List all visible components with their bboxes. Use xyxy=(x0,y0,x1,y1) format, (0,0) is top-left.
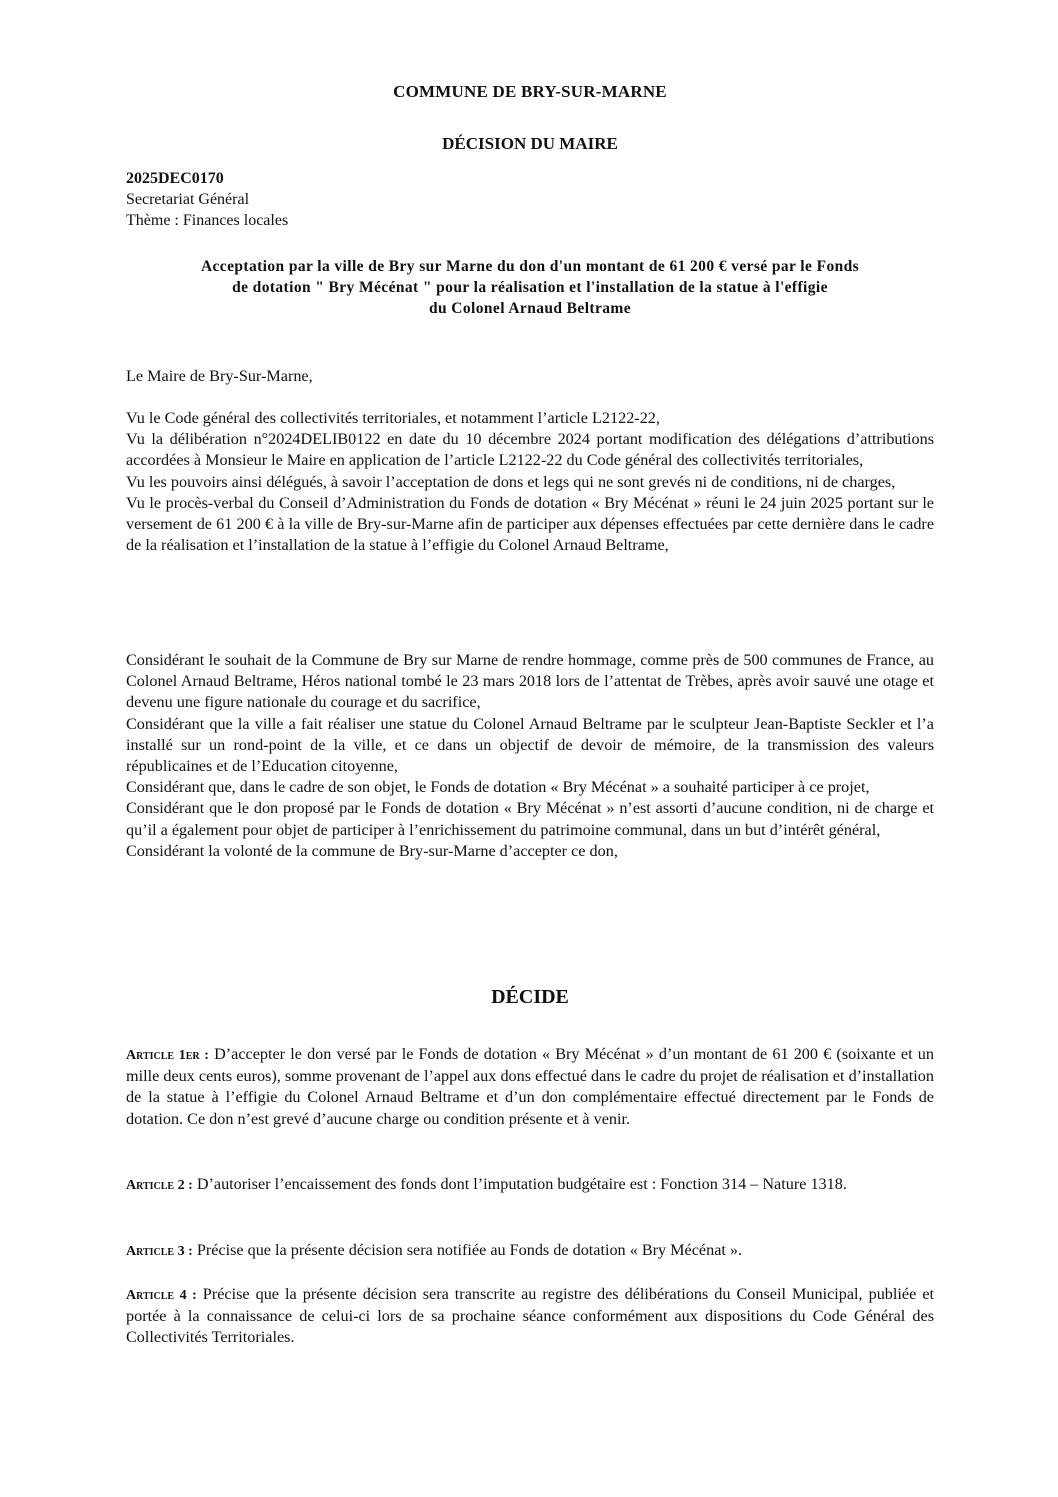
subject-line-2: de dotation " Bry Mécénat " pour la réalisation et l'installation de la statue à l'effigie xyxy=(232,279,828,296)
considerant-paragraph: Considérant le souhait de la Commune de Bry sur Marne de rendre hommage, comme près de 500 communes de France, au Colonel Arnaud Beltrame, Héros national tombé le 23 mars 2018 lors de l’attentat de Trèbes, après avoir sauvé une otage et devenu une figure nationale du courage et du sacrifice, xyxy=(126,651,934,712)
article-3 xyxy=(126,1240,934,1262)
considerant-paragraph: Considérant que, dans le cadre de son objet, le Fonds de dotation « Bry Mécénat » a souhaité participer à ce projet, xyxy=(126,778,870,797)
article-text: Précise que la présente décision sera notifiée au Fonds de dotation « Bry Mécénat ». xyxy=(192,1241,743,1259)
commune-title: COMMUNE DE BRY-SUR-MARNE xyxy=(393,82,667,101)
article-1 xyxy=(126,1044,934,1130)
vu-paragraph: Vu les pouvoirs ainsi délégués, à savoir l’acceptation de dons et legs qui ne sont grevés ni de conditions, ni de charges, xyxy=(126,472,896,491)
service-name: Secretariat Général xyxy=(126,191,250,208)
article-label: Article 2 : xyxy=(126,1178,193,1193)
opening-line xyxy=(126,366,934,387)
opening-text: Le Maire de Bry-Sur-Marne, xyxy=(126,367,313,385)
decision-title: DÉCISION DU MAIRE xyxy=(442,134,618,153)
vu-section xyxy=(126,408,934,556)
vu-paragraph: Vu la délibération n°2024DELIB0122 en date du 10 décembre 2024 portant modification des délégations d’attributions accordées à Monsieur le Maire en application de l’article L2122-22 du Code général des collectivités territoriales, xyxy=(126,430,934,470)
reference-number: 2025DEC0170 xyxy=(126,170,224,187)
article-label: Article 3 : xyxy=(126,1244,193,1259)
considerant-section xyxy=(126,650,934,862)
subject-line-1: Acceptation par la ville de Bry sur Marne du don d'un montant de 61 200 € versé par le Fonds xyxy=(200,258,860,275)
article-2 xyxy=(126,1174,934,1196)
article-label: Article 4 : xyxy=(126,1288,197,1303)
theme-line: Thème : Finances locales xyxy=(126,212,289,229)
article-text: D’autoriser l’encaissement des fonds dont l’imputation budgétaire est : Fonction 314 – Nature 1318. xyxy=(192,1175,847,1193)
article-text: D’accepter le don versé par le Fonds de dotation « Bry Mécénat » d’un montant de 61 200 € (soixante et un mille deux cents euros), somme provenant de l’appel aux dons effectué dans le cadre du projet de réalisation et d’installation de la statue à l’effigie du Colonel Arnaud Beltrame et d’un don complémentaire effectué directement par le Fonds de dotation. Ce don n’est grevé d’aucune charge ou condition présente et à venir. xyxy=(126,1045,934,1128)
considerant-paragraph: Considérant que la ville a fait réaliser une statue du Colonel Arnaud Beltrame par le sculpteur Jean-Baptiste Seckler et l’a installé sur un rond-point de la ville, et ce dans un objectif de devoir de mémoire, de la transmission des valeurs républicaines et de l’Education citoyenne, xyxy=(126,714,934,776)
considerant-paragraph: Considérant la volonté de la commune de Bry-sur-Marne d’accepter ce don, xyxy=(126,841,618,860)
decision-subject xyxy=(126,256,934,319)
document-meta xyxy=(126,168,288,231)
subject-line-3: du Colonel Arnaud Beltrame xyxy=(428,300,631,317)
article-4 xyxy=(126,1284,934,1349)
article-label: Article 1er : xyxy=(126,1048,209,1063)
vu-paragraph: Vu le Code général des collectivités territoriales, et notamment l’article L2122-22, xyxy=(126,409,660,427)
considerant-paragraph: Considérant que le don proposé par le Fonds de dotation « Bry Mécénat » n’est assorti d’aucune condition, ni de charge et qu’il a également pour objet de participer à l’enrichissement du patrimoine communal, dans un but d’intérêt général, xyxy=(126,799,934,839)
decide-heading: DÉCIDE xyxy=(491,986,569,1008)
article-text: Précise que la présente décision sera transcrite au registre des délibérations du Conseil Municipal, publiée et portée à la connaissance de celui-ci lors de sa prochaine séance conformément aux dispositions du Code Général des Collectivités Territoriales. xyxy=(126,1285,934,1347)
vu-paragraph: Vu le procès-verbal du Conseil d’Administration du Fonds de dotation « Bry Mécénat » réuni le 24 juin 2025 portant sur le versement de 61 200 € à la ville de Bry-sur-Marne afin de participer aux dépenses effectuées par cette dernière dans le cadre de la réalisation et l’installation de la statue à l’effigie du Colonel Arnaud Beltrame, xyxy=(126,493,934,555)
